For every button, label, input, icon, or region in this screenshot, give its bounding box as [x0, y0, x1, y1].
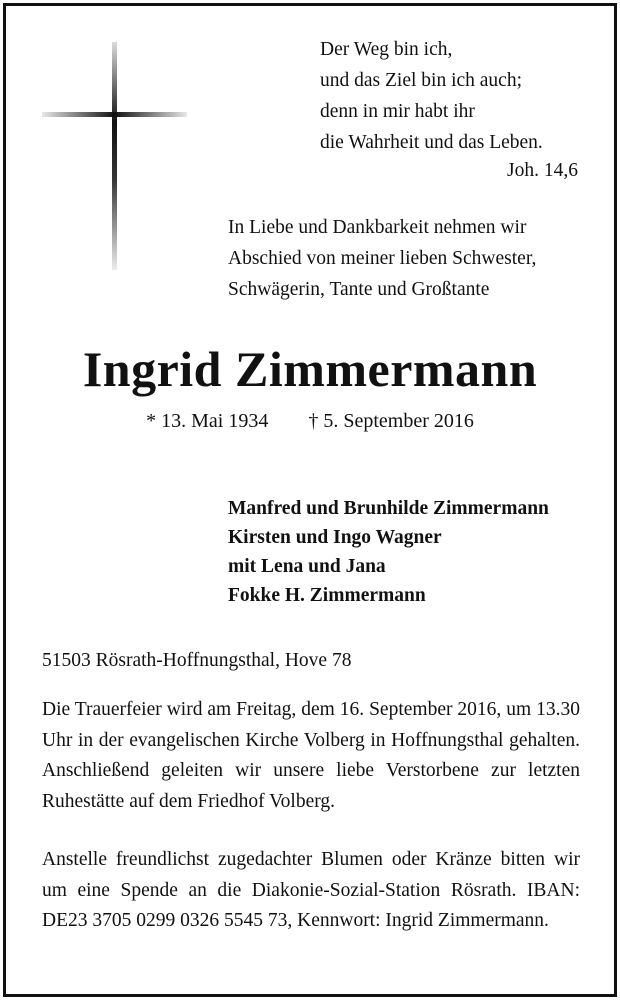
family-signatures — [228, 494, 598, 610]
deceased-name: Ingrid Zimmermann — [82, 341, 538, 397]
family-line: mit Lena und Jana — [228, 556, 386, 577]
intro-line: Abschied von meiner lieben Schwester, — [228, 248, 537, 269]
address: 51503 Rösrath-Hoffnungsthal, Hove 78 — [42, 650, 352, 671]
family-line: Kirsten und Ingo Wagner — [228, 527, 442, 548]
funeral-info: Die Trauerfeier wird am Freitag, dem 16. September 2016, um 13.30 Uhr in der evangelischen Kirche Volberg in Hoffnungsthal gehalten. Anschließend geleiten wir unsere liebe Verstorbene zur letzten Ruhestätte auf dem Friedhof Volberg. — [42, 699, 580, 812]
donation-info: Anstelle freundlichst zugedachter Blumen oder Kränze bitten wir um eine Spende an die Diakonie-Sozial-Station Rösrath. IBAN: DE23 3705 0299 0326 5545 73, Kennwort: Ingrid Zimmermann. — [42, 849, 580, 931]
cross-icon — [42, 42, 187, 270]
intro-text — [228, 212, 588, 305]
bible-verse — [320, 34, 580, 158]
family-line: Fokke H. Zimmermann — [228, 585, 426, 606]
verse-line: und das Ziel bin ich auch; — [320, 70, 522, 91]
intro-line: In Liebe und Dankbarkeit nehmen wir — [228, 217, 527, 238]
intro-line: Schwägerin, Tante und Großtante — [228, 279, 490, 300]
verse-reference: Joh. 14,6 — [507, 160, 578, 181]
verse-line: die Wahrheit und das Leben. — [320, 132, 543, 153]
death-date: † 5. September 2016 — [308, 410, 474, 432]
family-line: Manfred und Brunhilde Zimmermann — [228, 498, 549, 519]
birth-date: * 13. Mai 1934 — [146, 410, 269, 432]
life-dates — [0, 410, 620, 433]
verse-line: denn in mir habt ihr — [320, 101, 475, 122]
verse-line: Der Weg bin ich, — [320, 39, 453, 60]
